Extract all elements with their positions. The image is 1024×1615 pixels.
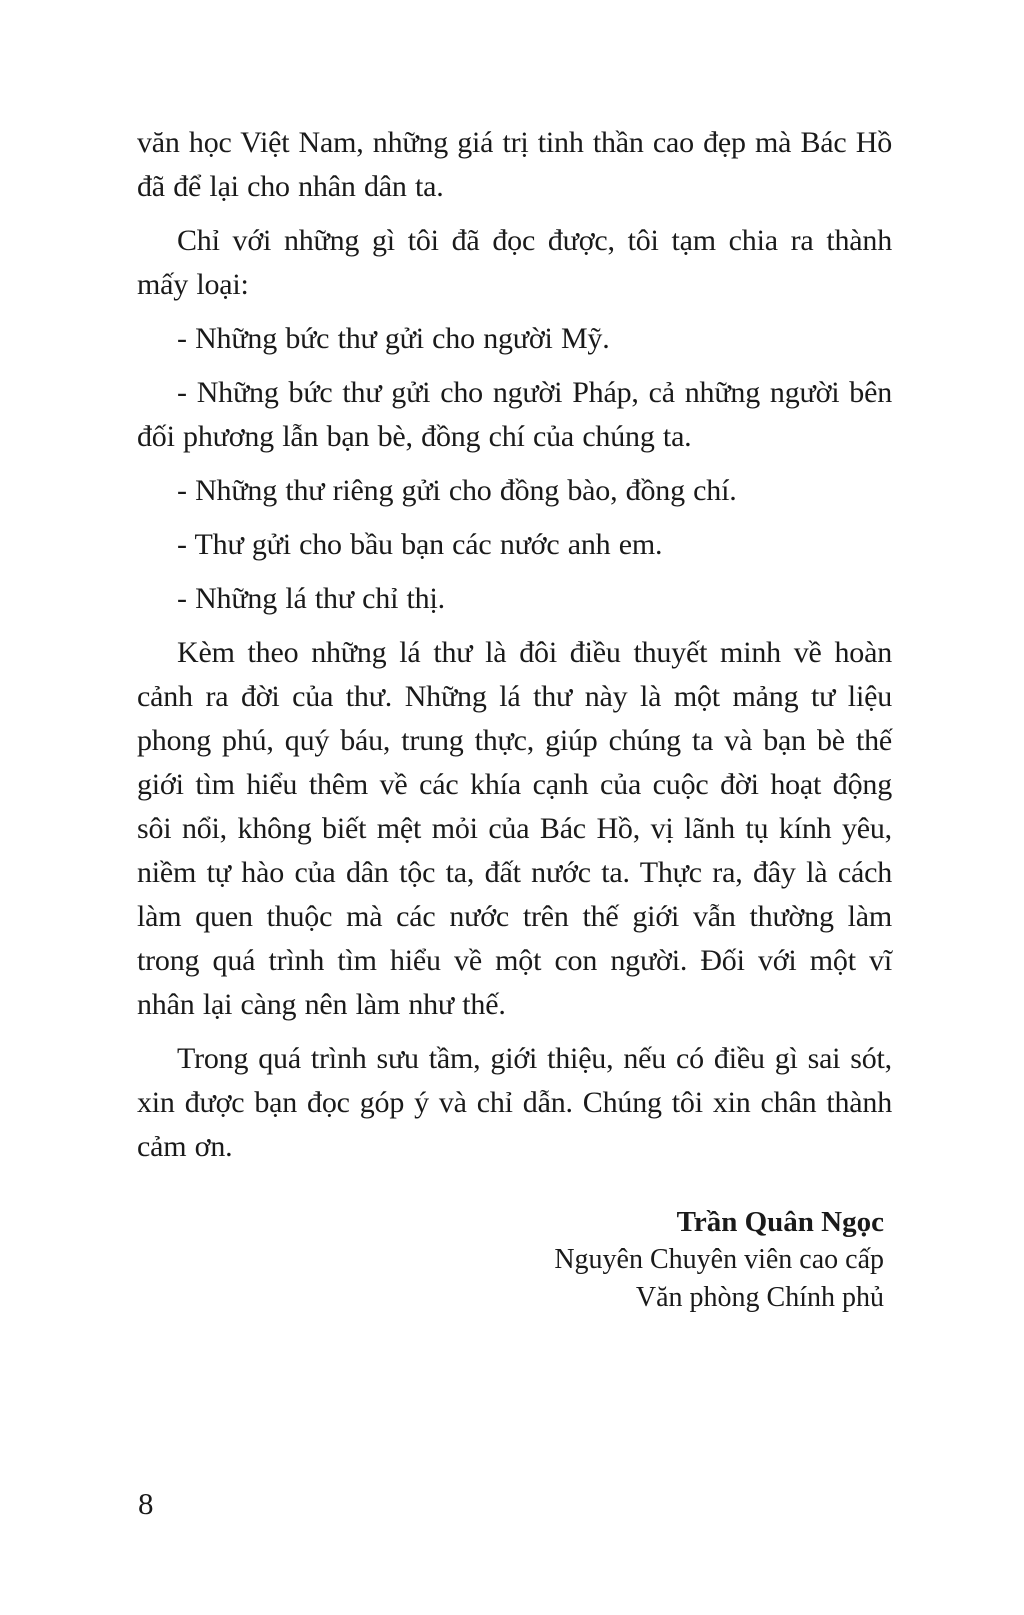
list-item-private-letters: - Những thư riêng gửi cho đồng bào, đồng chí. (177, 474, 737, 507)
signature-organization: Văn phòng Chính phủ (635, 1282, 884, 1313)
signature-name: Trần Quân Ngọc (676, 1206, 884, 1238)
continuation-paragraph: văn học Việt Nam, những giá trị tinh thần cao đẹp mà Bác Hồ đã để lại cho nhân dân ta. (137, 126, 892, 203)
list-item-directive-letters: - Những lá thư chỉ thị. (177, 582, 445, 615)
intro-paragraph: Chỉ với những gì tôi đã đọc được, tôi tạm chia ra thành mấy loại: (137, 224, 892, 301)
page-body (137, 121, 892, 1317)
list-item-letters-to-french: - Những bức thư gửi cho người Pháp, cả những người bên đối phương lẫn bạn bè, đồng chí của chúng ta. (137, 376, 892, 453)
page-number: 8 (138, 1486, 154, 1521)
list-item-letters-to-americans: - Những bức thư gửi cho người Mỹ. (177, 322, 610, 355)
signature-role: Nguyên Chuyên viên cao cấp (554, 1244, 884, 1275)
list-item-letters-to-friend-nations: - Thư gửi cho bầu bạn các nước anh em. (177, 528, 663, 561)
body-paragraph-commentary: Kèm theo những lá thư là đôi điều thuyết minh về hoàn cảnh ra đời của thư. Những lá thư này là một mảng tư liệu phong phú, quý báu, trung thực, giúp chúng ta và bạn bè thế giới tìm hiểu thêm về các khía cạnh của cuộc đời hoạt động sôi nổi, không biết mệt mỏi của Bác Hồ, vị lãnh tụ kính yêu, niềm tự hào của dân tộc ta, đất nước ta. Thực ra, đây là cách làm quen thuộc mà các nước trên thế giới vẫn thường làm trong quá trình tìm hiểu về một con người. Đối với một vĩ nhân lại càng nên làm như thế. (137, 636, 892, 1021)
signature-block (137, 1203, 892, 1317)
closing-paragraph: Trong quá trình sưu tầm, giới thiệu, nếu có điều gì sai sót, xin được bạn đọc góp ý và chỉ dẫn. Chúng tôi xin chân thành cảm ơn. (137, 1042, 892, 1163)
